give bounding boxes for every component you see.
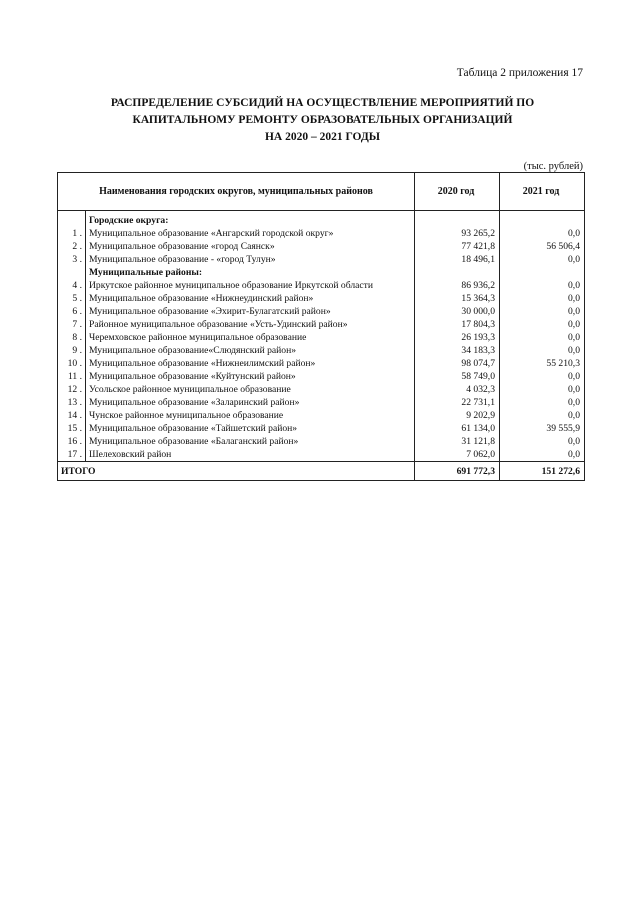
row-value-2020: 7 062,0	[415, 448, 500, 462]
row-number: 4 .	[58, 279, 86, 292]
row-name: Муниципальное образование «Балаганский район»	[86, 435, 415, 448]
row-value-2021: 0,0	[568, 384, 580, 395]
subsidy-table	[57, 172, 585, 481]
row-value-2021: 0,0	[568, 254, 580, 265]
row-value-2021: 0,0	[568, 371, 580, 382]
row-value-2021: 55 210,3	[546, 358, 580, 369]
row-name: Муниципальное образование «Нижнеилимский район»	[86, 357, 415, 370]
total-label: ИТОГО	[58, 462, 415, 481]
row-value-2021: 0,0	[568, 397, 580, 408]
row-name: Районное муниципальное образование «Усть-Удинский район»	[86, 318, 415, 331]
row-value-2020: 22 731,1	[415, 396, 500, 409]
table-row	[58, 357, 585, 370]
table-row	[58, 227, 585, 240]
document-title	[60, 95, 585, 146]
row-number: 8 .	[58, 331, 86, 344]
row-value-2020: 30 000,0	[415, 305, 500, 318]
table-row	[58, 344, 585, 357]
table-row	[58, 331, 585, 344]
row-value-2020: 34 183,3	[415, 344, 500, 357]
table-row	[58, 383, 585, 396]
table-row	[58, 448, 585, 462]
table-row	[58, 370, 585, 383]
appendix-label: Таблица 2 приложения 17	[456, 67, 583, 79]
row-value-2020: 77 421,8	[415, 240, 500, 253]
row-number: 11 .	[58, 370, 86, 383]
row-number: 17 .	[58, 448, 86, 462]
row-number: 2 .	[58, 240, 86, 253]
row-value-2021: 0,0	[568, 449, 580, 460]
table-row	[58, 305, 585, 318]
row-number: 12 .	[58, 383, 86, 396]
row-name: Черемховское районное муниципальное образование	[86, 331, 415, 344]
row-value-2020: 98 074,7	[415, 357, 500, 370]
header-2021: 2021 год	[500, 173, 585, 211]
table-row	[58, 253, 585, 266]
row-name: Муниципальное образование «город Саянск»	[86, 240, 415, 253]
group-label: Городские округа:	[86, 211, 415, 228]
title-line: КАПИТАЛЬНОМУ РЕМОНТУ ОБРАЗОВАТЕЛЬНЫХ ОРГАНИЗАЦИЙ	[132, 114, 513, 126]
row-number: 14 .	[58, 409, 86, 422]
table-row	[58, 279, 585, 292]
row-value-2021: 0,0	[568, 293, 580, 304]
table-row	[58, 396, 585, 409]
row-value-2021: 0,0	[568, 332, 580, 343]
row-value-2021: 0,0	[568, 436, 580, 447]
row-number: 7 .	[58, 318, 86, 331]
table-row	[58, 292, 585, 305]
row-value-2021: 0,0	[568, 280, 580, 291]
row-value-2020: 86 936,2	[415, 279, 500, 292]
row-value-2020: 58 749,0	[415, 370, 500, 383]
table-row	[58, 435, 585, 448]
row-name: Муниципальное образование «Заларинский район»	[86, 396, 415, 409]
title-line: НА 2020 – 2021 ГОДЫ	[264, 131, 381, 143]
row-number: 3 .	[58, 253, 86, 266]
row-value-2020: 9 202,9	[415, 409, 500, 422]
row-name: Муниципальное образование «Куйтунский район»	[86, 370, 415, 383]
row-number: 15 .	[58, 422, 86, 435]
row-number: 6 .	[58, 305, 86, 318]
row-name: Муниципальное образование «Эхирит-Булагатский район»	[86, 305, 415, 318]
title-line: РАСПРЕДЕЛЕНИЕ СУБСИДИЙ НА ОСУЩЕСТВЛЕНИЕ МЕРОПРИЯТИЙ ПО	[110, 97, 535, 109]
row-value-2021: 0,0	[568, 345, 580, 356]
row-name: Муниципальное образование «Нижнеудинский район»	[86, 292, 415, 305]
row-number: 9 .	[58, 344, 86, 357]
header-2020: 2020 год	[415, 173, 500, 211]
row-value-2020: 61 134,0	[415, 422, 500, 435]
row-value-2020: 26 193,3	[415, 331, 500, 344]
row-value-2020: 17 804,3	[415, 318, 500, 331]
row-value-2021: 0,0	[568, 228, 580, 239]
row-value-2021: 0,0	[568, 319, 580, 330]
group-row-urban	[58, 211, 585, 228]
table-row	[58, 422, 585, 435]
total-value-2020: 691 772,3	[415, 462, 500, 481]
row-name: Муниципальное образование - «город Тулун»	[86, 253, 415, 266]
row-number: 5 .	[58, 292, 86, 305]
row-value-2020: 15 364,3	[415, 292, 500, 305]
table-header-row	[58, 173, 585, 211]
table-row	[58, 240, 585, 253]
row-value-2021: 39 555,9	[546, 423, 580, 434]
row-name: Муниципальное образование «Ангарский городской округ»	[86, 227, 415, 240]
group-row-districts	[58, 266, 585, 279]
row-value-2020: 18 496,1	[415, 253, 500, 266]
group-label: Муниципальные районы:	[86, 266, 415, 279]
row-value-2020: 31 121,8	[415, 435, 500, 448]
row-number: 13 .	[58, 396, 86, 409]
row-name: Чунское районное муниципальное образование	[86, 409, 415, 422]
row-number: 16 .	[58, 435, 86, 448]
row-name: Иркутское районное муниципальное образование Иркутской области	[86, 279, 415, 292]
row-number: 1 .	[58, 227, 86, 240]
table-row	[58, 318, 585, 331]
header-name: Наименования городских округов, муниципальных районов	[58, 173, 415, 211]
row-value-2021: 56 506,4	[546, 241, 580, 252]
total-value-2021: 151 272,6	[500, 462, 585, 481]
table-row	[58, 409, 585, 422]
row-number: 10 .	[58, 357, 86, 370]
row-name: Шелеховский район	[86, 448, 415, 462]
row-value-2020: 93 265,2	[415, 227, 500, 240]
total-row	[58, 462, 585, 481]
row-value-2021: 0,0	[568, 306, 580, 317]
row-value-2021: 0,0	[568, 410, 580, 421]
row-name: Усольское районное муниципальное образование	[86, 383, 415, 396]
row-name: Муниципальное образование «Тайшетский район»	[86, 422, 415, 435]
unit-label: (тыс. рублей)	[523, 161, 583, 172]
row-name: Муниципальное образование«Слюдянский район»	[86, 344, 415, 357]
row-value-2020: 4 032,3	[415, 383, 500, 396]
